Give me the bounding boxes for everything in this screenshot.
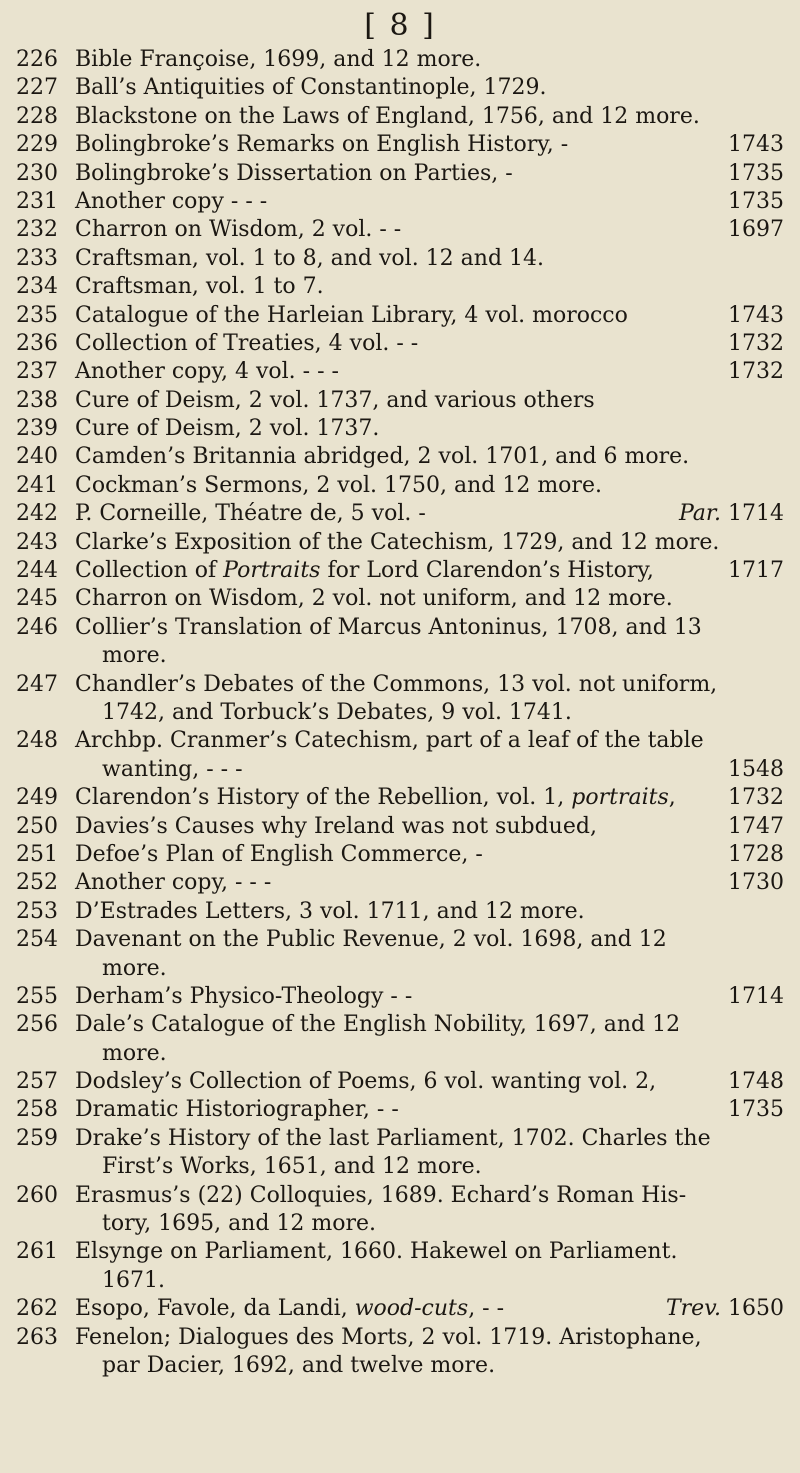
- entry-year: Trev. 1650: [665, 1296, 784, 1322]
- catalogue-entry: [0, 188, 800, 216]
- entry-year: 1730: [728, 870, 784, 896]
- entry-year: 1743: [728, 132, 784, 158]
- entry-number: 237: [16, 359, 58, 385]
- entry-title: Charron on Wisdom, 2 vol. - -: [75, 217, 402, 243]
- catalogue-entry: [0, 784, 800, 812]
- entry-title: Fenelon; Dialogues des Morts, 2 vol. 1719. Aristophane,: [75, 1324, 702, 1350]
- entry-continuation: 1671.: [102, 1267, 165, 1293]
- catalogue-entry: [0, 387, 800, 415]
- entry-continuation: more.: [102, 643, 167, 669]
- catalogue-entry: [0, 529, 800, 557]
- catalogue-entry: [0, 245, 800, 273]
- entry-year: 1548: [728, 756, 784, 782]
- entry-number: 257: [16, 1069, 58, 1095]
- entry-title: Elsynge on Parliament, 1660. Hakewel on Parliament.: [75, 1239, 678, 1265]
- entry-title: Another copy, 4 vol. - - -: [75, 359, 339, 385]
- entry-title: Charron on Wisdom, 2 vol. not uniform, and 12 more.: [75, 586, 673, 612]
- entry-number: 242: [16, 501, 58, 527]
- catalogue-entry: [0, 216, 800, 244]
- entry-number: 250: [16, 813, 58, 839]
- entry-continuation: par Dacier, 1692, and twelve more.: [102, 1352, 496, 1378]
- entry-number: 231: [16, 188, 58, 214]
- catalogue-entry: [0, 160, 800, 188]
- entry-continuation: more.: [102, 1040, 167, 1066]
- catalogue-entry: [0, 131, 800, 159]
- entry-number: 259: [16, 1125, 58, 1151]
- entry-year: 1747: [728, 813, 784, 839]
- entry-number: 254: [16, 927, 58, 953]
- entry-title: Blackstone on the Laws of England, 1756, and 12 more.: [75, 103, 700, 129]
- entry-title: P. Corneille, Théatre de, 5 vol. -: [75, 501, 426, 527]
- entry-number: 261: [16, 1239, 58, 1265]
- entry-title: Another copy, - - -: [75, 870, 272, 896]
- entry-year: 1728: [728, 841, 784, 867]
- catalogue-entry: [0, 557, 800, 585]
- entry-title: Dramatic Historiographer, - -: [75, 1097, 399, 1123]
- entry-continuation: First’s Works, 1651, and 12 more.: [102, 1154, 482, 1180]
- entry-number: 240: [16, 444, 58, 470]
- catalogue-entry: [0, 1238, 800, 1295]
- entry-number: 253: [16, 898, 58, 924]
- entry-title: Defoe’s Plan of English Commerce, -: [75, 841, 483, 867]
- entry-title: Ball’s Antiquities of Constantinople, 1729.: [75, 75, 547, 101]
- entry-title: Derham’s Physico-Theology - -: [75, 983, 413, 1009]
- entry-year: 1732: [728, 359, 784, 385]
- catalogue-entry: [0, 500, 800, 528]
- entry-year: 1735: [728, 160, 784, 186]
- entry-title: Clarendon’s History of the Rebellion, vol. 1, portraits,: [75, 785, 676, 811]
- entry-title: Davenant on the Public Revenue, 2 vol. 1698, and 12: [75, 927, 667, 953]
- entry-continuation: tory, 1695, and 12 more.: [102, 1211, 377, 1237]
- catalogue-entry: [0, 1011, 800, 1068]
- entry-title: Bolingbroke’s Dissertation on Parties, -: [75, 160, 513, 186]
- catalogue-entry: [0, 841, 800, 869]
- catalogue-entry: [0, 869, 800, 897]
- entry-number: 230: [16, 160, 58, 186]
- entry-number: 239: [16, 416, 58, 442]
- entry-number: 262: [16, 1296, 58, 1322]
- entry-number: 226: [16, 47, 58, 72]
- catalogue-entry: [0, 614, 800, 671]
- entry-title: Archbp. Cranmer’s Catechism, part of a leaf of the table: [75, 728, 704, 754]
- catalogue-entry: [0, 813, 800, 841]
- entry-number: 234: [16, 274, 58, 300]
- entry-title: Chandler’s Debates of the Commons, 13 vol. not uniform,: [75, 671, 718, 697]
- catalogue-entry: [0, 926, 800, 983]
- catalogue-entry: [0, 585, 800, 613]
- entry-number: 263: [16, 1324, 58, 1350]
- entry-year: 1732: [728, 330, 784, 356]
- catalogue-entry: [0, 358, 800, 386]
- entry-number: 236: [16, 330, 58, 356]
- entry-year: 1743: [728, 302, 784, 328]
- entry-number: 248: [16, 728, 58, 754]
- entry-title: Craftsman, vol. 1 to 8, and vol. 12 and 14.: [75, 245, 545, 271]
- entry-title: Erasmus’s (22) Colloquies, 1689. Echard’s Roman His-: [75, 1182, 687, 1208]
- entry-title: Bible Françoise, 1699, and 12 more.: [75, 47, 482, 72]
- catalogue-entry: [0, 898, 800, 926]
- entry-number: 228: [16, 103, 58, 129]
- entry-year: Par. 1714: [678, 501, 784, 527]
- catalogue-entry: [0, 1125, 800, 1182]
- entry-title: Craftsman, vol. 1 to 7.: [75, 274, 324, 300]
- entry-number: 229: [16, 132, 58, 158]
- catalogue-entry: [0, 1096, 800, 1124]
- catalogue-entry: [0, 74, 800, 102]
- entry-number: 233: [16, 245, 58, 271]
- catalogue-entry: [0, 103, 800, 131]
- catalogue-entry: [0, 302, 800, 330]
- catalogue-entry: [0, 330, 800, 358]
- entry-year: 1735: [728, 1097, 784, 1123]
- catalogue-entry: [0, 671, 800, 728]
- entry-year: 1735: [728, 188, 784, 214]
- entry-year: 1732: [728, 785, 784, 811]
- entry-number: 241: [16, 472, 58, 498]
- entry-continuation: wanting, - - -: [102, 756, 243, 782]
- entry-title: Another copy - - -: [75, 188, 268, 214]
- entry-title: Esopo, Favole, da Landi, wood-cuts, - -: [75, 1296, 505, 1322]
- entry-number: 227: [16, 75, 58, 101]
- catalogue-entries: [0, 46, 800, 1380]
- entry-number: 256: [16, 1012, 58, 1038]
- entry-number: 246: [16, 614, 58, 640]
- entry-number: 232: [16, 217, 58, 243]
- entry-continuation: more.: [102, 955, 167, 981]
- entry-title: Clarke’s Exposition of the Catechism, 1729, and 12 more.: [75, 529, 720, 555]
- entry-year: 1697: [728, 217, 784, 243]
- catalogue-entry: [0, 415, 800, 443]
- entry-number: 258: [16, 1097, 58, 1123]
- page-number: [ 8 ]: [364, 8, 436, 43]
- entry-title: Dale’s Catalogue of the English Nobility, 1697, and 12: [75, 1012, 681, 1038]
- entry-year: 1714: [728, 983, 784, 1009]
- entry-number: 260: [16, 1182, 58, 1208]
- catalogue-entry: [0, 443, 800, 471]
- catalogue-entry: [0, 46, 800, 74]
- entry-year: 1717: [728, 558, 784, 584]
- entry-number: 249: [16, 785, 58, 811]
- catalogue-entry: [0, 472, 800, 500]
- entry-number: 252: [16, 870, 58, 896]
- entry-title: Collier’s Translation of Marcus Antoninus, 1708, and 13: [75, 614, 702, 640]
- entry-title: Dodsley’s Collection of Poems, 6 vol. wanting vol. 2,: [75, 1069, 657, 1095]
- entry-title: Collection of Portraits for Lord Clarendon’s History,: [75, 558, 654, 584]
- entry-title: D’Estrades Letters, 3 vol. 1711, and 12 more.: [75, 898, 585, 924]
- entry-title: Cure of Deism, 2 vol. 1737, and various others: [75, 387, 595, 413]
- catalogue-entry: [0, 727, 800, 784]
- catalogue-entry: [0, 1182, 800, 1239]
- entry-number: 247: [16, 671, 58, 697]
- entry-title: Cure of Deism, 2 vol. 1737.: [75, 416, 380, 442]
- entry-title: Collection of Treaties, 4 vol. - -: [75, 330, 419, 356]
- catalogue-entry: [0, 273, 800, 301]
- entry-title: Davies’s Causes why Ireland was not subdued,: [75, 813, 597, 839]
- entry-continuation: 1742, and Torbuck’s Debates, 9 vol. 1741.: [102, 699, 572, 725]
- entry-title: Cockman’s Sermons, 2 vol. 1750, and 12 more.: [75, 472, 602, 498]
- entry-number: 255: [16, 983, 58, 1009]
- entry-title: Drake’s History of the last Parliament, 1702. Charles the: [75, 1125, 711, 1151]
- entry-title: Catalogue of the Harleian Library, 4 vol. morocco: [75, 302, 628, 328]
- entry-title: Camden’s Britannia abridged, 2 vol. 1701, and 6 more.: [75, 444, 690, 470]
- catalogue-entry: [0, 1068, 800, 1096]
- catalogue-entry: [0, 1295, 800, 1323]
- entry-number: 244: [16, 558, 58, 584]
- entry-number: 238: [16, 387, 58, 413]
- entry-number: 235: [16, 302, 58, 328]
- entry-number: 243: [16, 529, 58, 555]
- catalogue-entry: [0, 1324, 800, 1381]
- entry-year: 1748: [728, 1069, 784, 1095]
- entry-title: Bolingbroke’s Remarks on English History, -: [75, 132, 569, 158]
- entry-number: 251: [16, 841, 58, 867]
- entry-number: 245: [16, 586, 58, 612]
- catalogue-entry: [0, 983, 800, 1011]
